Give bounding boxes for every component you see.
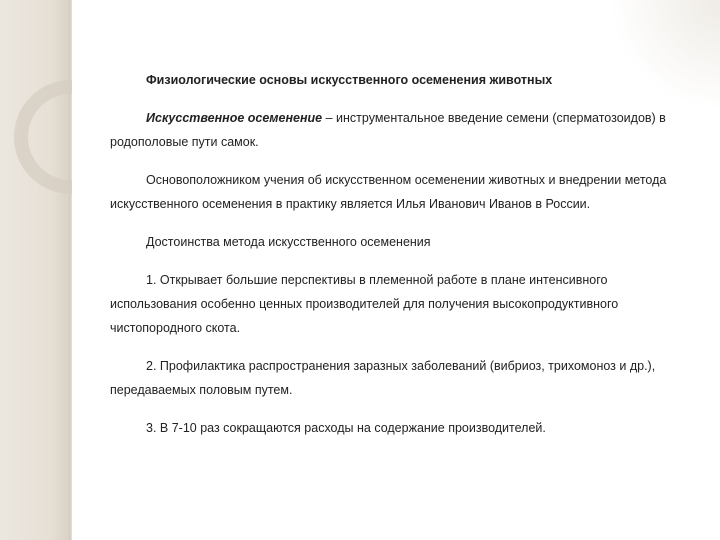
definition-paragraph	[110, 106, 690, 154]
advantage-item-2: 2. Профилактика распространения заразных заболеваний (вибриоз, трихомоноз и др.), передаваемых половым путем.	[110, 359, 656, 397]
slide-title: Физиологические основы искусственного осеменения животных	[146, 73, 553, 87]
founder-paragraph: Основоположником учения об искусственном осеменении животных и внедрении метода искусственного осеменения в практику является Илья Иванович Иванов в России.	[110, 173, 667, 211]
advantage-item-3: 3. В 7-10 раз сокращаются расходы на содержание производителей.	[146, 421, 546, 435]
advantage-item-1: 1. Открывает большие перспективы в племенной работе в плане интенсивного использования особенно ценных производителей для получения высокопродуктивного чистопородного скота.	[110, 273, 619, 335]
definition-text: – инструментальное введение семени (сперматозоидов) в родополовые пути самок.	[110, 111, 666, 149]
slide-text	[110, 68, 690, 454]
definition-term: Искусственное осеменение	[146, 111, 323, 125]
advantages-heading: Достоинства метода искусственного осеменения	[146, 235, 431, 249]
